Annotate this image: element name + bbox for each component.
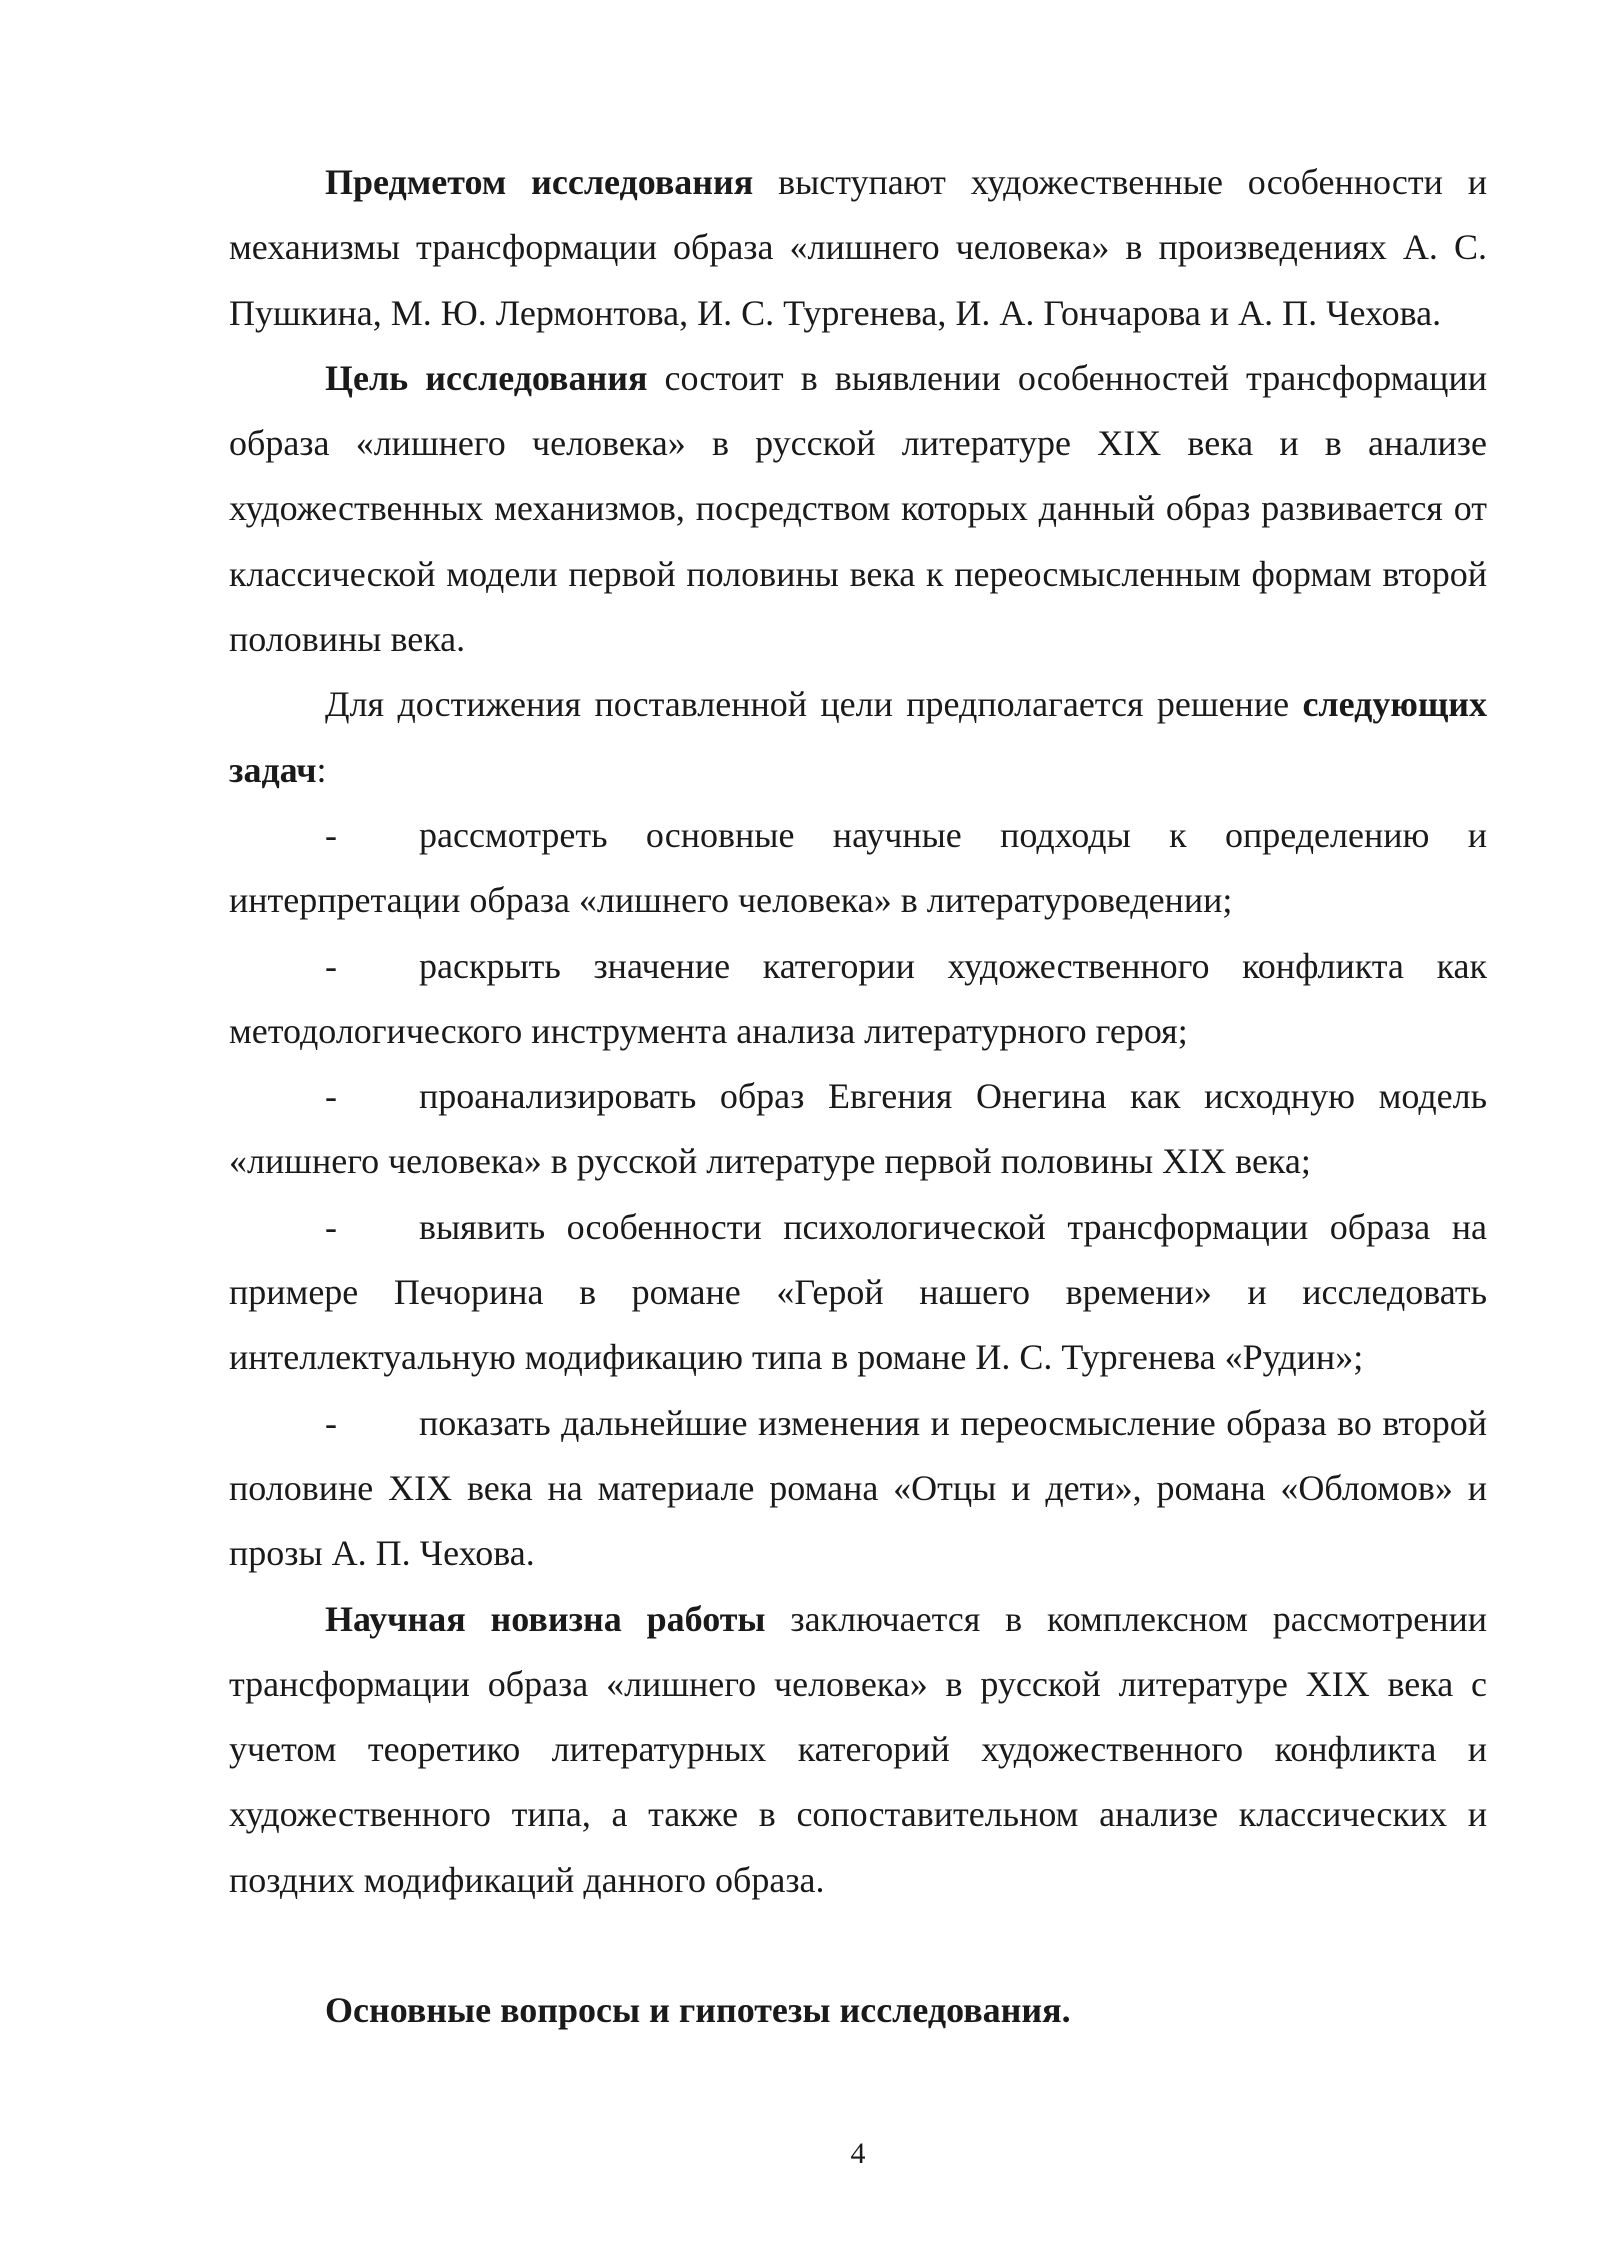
section-heading: Основные вопросы и гипотезы исследования. — [325, 1990, 1071, 2031]
novelty-bold-lead: Научная новизна работы — [325, 1598, 766, 1639]
task-text: показать дальнейшие изменения и переосмысление образа во второй половине XIX века на материале романа «Отцы и дети», романа «Обломов» и прозы А. П. Чехова. — [229, 1402, 1487, 1574]
goal-text: состоит в выявлении особенностей трансформации образа «лишнего человека» в русской литературе XIX века и в анализе художественных механизмов, посредством которых данный образ развивается от классической модели первой половины века к переосмысленным формам второй половины века. — [229, 357, 1487, 660]
subject-text: выступают художественные особенности и механизмы трансформации образа «лишнего человека» в произведениях А. С. Пушкина, М. Ю. Лермонтова, И. С. Тургенева, И. А. Гончарова и А. П. Чехова. — [229, 162, 1487, 333]
paragraph-subject — [229, 150, 1487, 346]
dash-marker: - — [325, 1206, 337, 1247]
goal-bold-lead: Цель исследования — [325, 357, 648, 398]
task-text: раскрыть значение категории художественного конфликта как методологического инструмента анализа литературного героя; — [229, 945, 1487, 1051]
dash-marker: - — [325, 1076, 337, 1117]
paragraph-novelty — [229, 1587, 1487, 1913]
dash-marker: - — [325, 945, 337, 986]
task-item — [229, 1064, 1487, 1195]
tasks-intro-bold: следующих задач — [229, 684, 1487, 790]
novelty-text: заключается в комплексном рассмотрении трансформации образа «лишнего человека» в русской литературе XIX века с учетом теоретико литературных категорий художественного конфликта и художественного типа, а также в сопоставительном анализе классических и поздних модификаций данного образа. — [229, 1598, 1487, 1900]
paragraph-goal — [229, 346, 1487, 672]
task-text: выявить особенности психологической трансформации образа на примере Печорина в романе «Герой нашего времени» и исследовать интеллектуальную модификацию типа в романе И. С. Тургенева «Рудин»; — [229, 1206, 1487, 1378]
task-item — [229, 1195, 1487, 1391]
document-page — [229, 150, 1487, 2043]
task-item — [229, 1391, 1487, 1587]
tasks-intro-tail: : — [316, 749, 327, 790]
dash-marker: - — [325, 1402, 337, 1443]
dash-marker: - — [325, 814, 337, 855]
task-item — [229, 803, 1487, 934]
page-number: 4 — [850, 2137, 866, 2170]
paragraph-tasks-intro — [229, 672, 1487, 803]
task-item — [229, 934, 1487, 1065]
task-text: проанализировать образ Евгения Онегина как исходную модель «лишнего человека» в русской литературе первой половины XIX века; — [229, 1076, 1487, 1182]
subject-bold-lead: Предметом исследования — [325, 162, 754, 202]
task-text: рассмотреть основные научные подходы к определению и интерпретации образа «лишнего человека» в литературоведении; — [229, 814, 1487, 921]
tasks-intro-text: Для достижения поставленной цели предполагается решение — [325, 684, 1303, 725]
